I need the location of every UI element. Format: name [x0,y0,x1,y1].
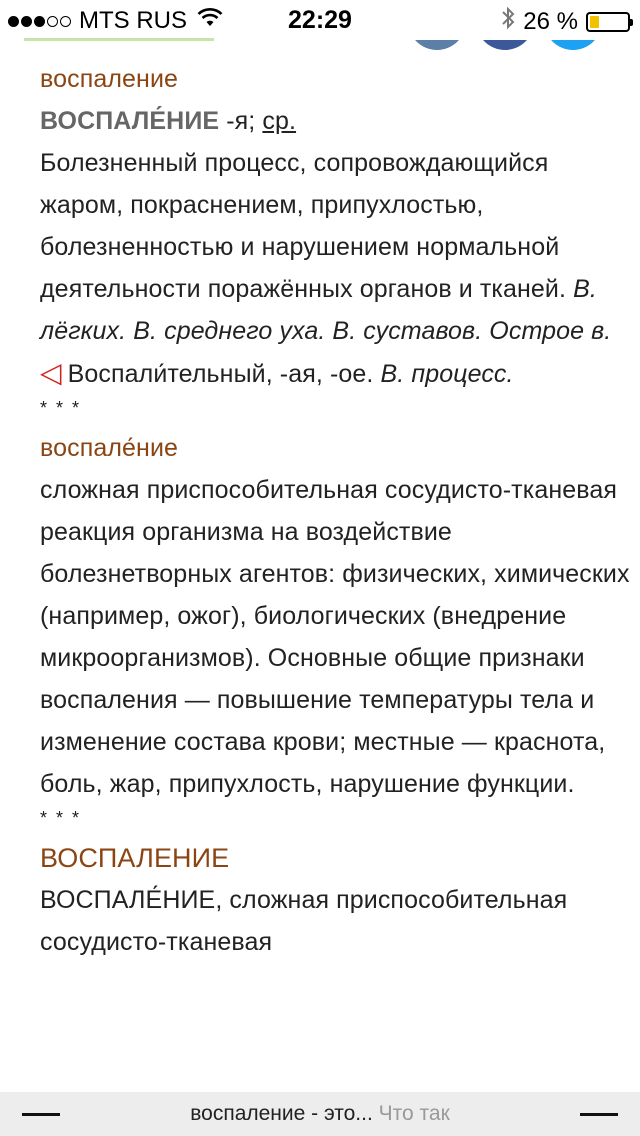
minus-icon[interactable] [580,1113,618,1116]
part-of-speech-link[interactable]: ср. [262,107,297,135]
clock: 22:29 [288,6,352,34]
battery-level [590,16,599,28]
page-title-text: воспаление - это... [190,1102,373,1125]
minus-icon[interactable] [22,1113,60,1116]
entry-grammar: -я; [226,107,256,135]
entry-headword-link[interactable]: воспаление [40,65,179,93]
definition-text: Болезненный процесс, сопровождающийся жаром, покраснением, припухлостью, болезненностью и нарушением нормальной деятельности поражённых органов и тканей. [40,149,567,303]
entry-title: ВОСПАЛЕ́НИЕ [40,107,220,135]
left-triangle-icon: ◁ [40,357,62,388]
definition-text: сложная приспособительная сосудисто-тканевая [40,886,568,956]
status-right [501,6,630,37]
derived-word: Воспали́тельный, -ая, -ое. [67,360,374,388]
entry-definition [40,879,630,963]
entry-headword-link[interactable]: воспале́ние [40,434,179,462]
bluetooth-icon [501,6,515,37]
page-title[interactable] [82,1102,558,1126]
entry-definition: сложная приспособительная сосудисто-тканевая реакция организма на воздействие болезнетворных агентов: физических, химических (например, ожог), биологических (внедрение микроорганизмов). Основные общие признаки воспаления — повышение температуры тела и изменение состава крови; местные — краснота, боль, жар, припухлость, нарушение функции. [40,476,630,798]
entry-heading [40,100,630,142]
article-content [40,58,630,963]
entry-headword-link[interactable]: ВОСПАЛЕНИЕ [40,843,230,873]
derived-example: В. процесс. [380,360,514,388]
page-title-faded: Что так [372,1102,450,1125]
entry-separator: * * * [40,398,82,418]
carrier-name: MTS RUS [79,7,187,34]
entry-separator: * * * [40,808,82,828]
entry-definition [40,142,630,352]
battery-icon [586,12,630,32]
derived-word-line [40,352,630,395]
bottom-title-bar [0,1092,640,1136]
usage-examples: В. лёгких. В. среднего уха. В. суставов. Острое в. [40,275,612,345]
loading-progress-line [24,38,214,41]
battery-percent: 26 % [523,7,578,35]
entry-title: ВОСПАЛЕ́НИЕ, [40,886,223,914]
status-bar [0,0,640,40]
